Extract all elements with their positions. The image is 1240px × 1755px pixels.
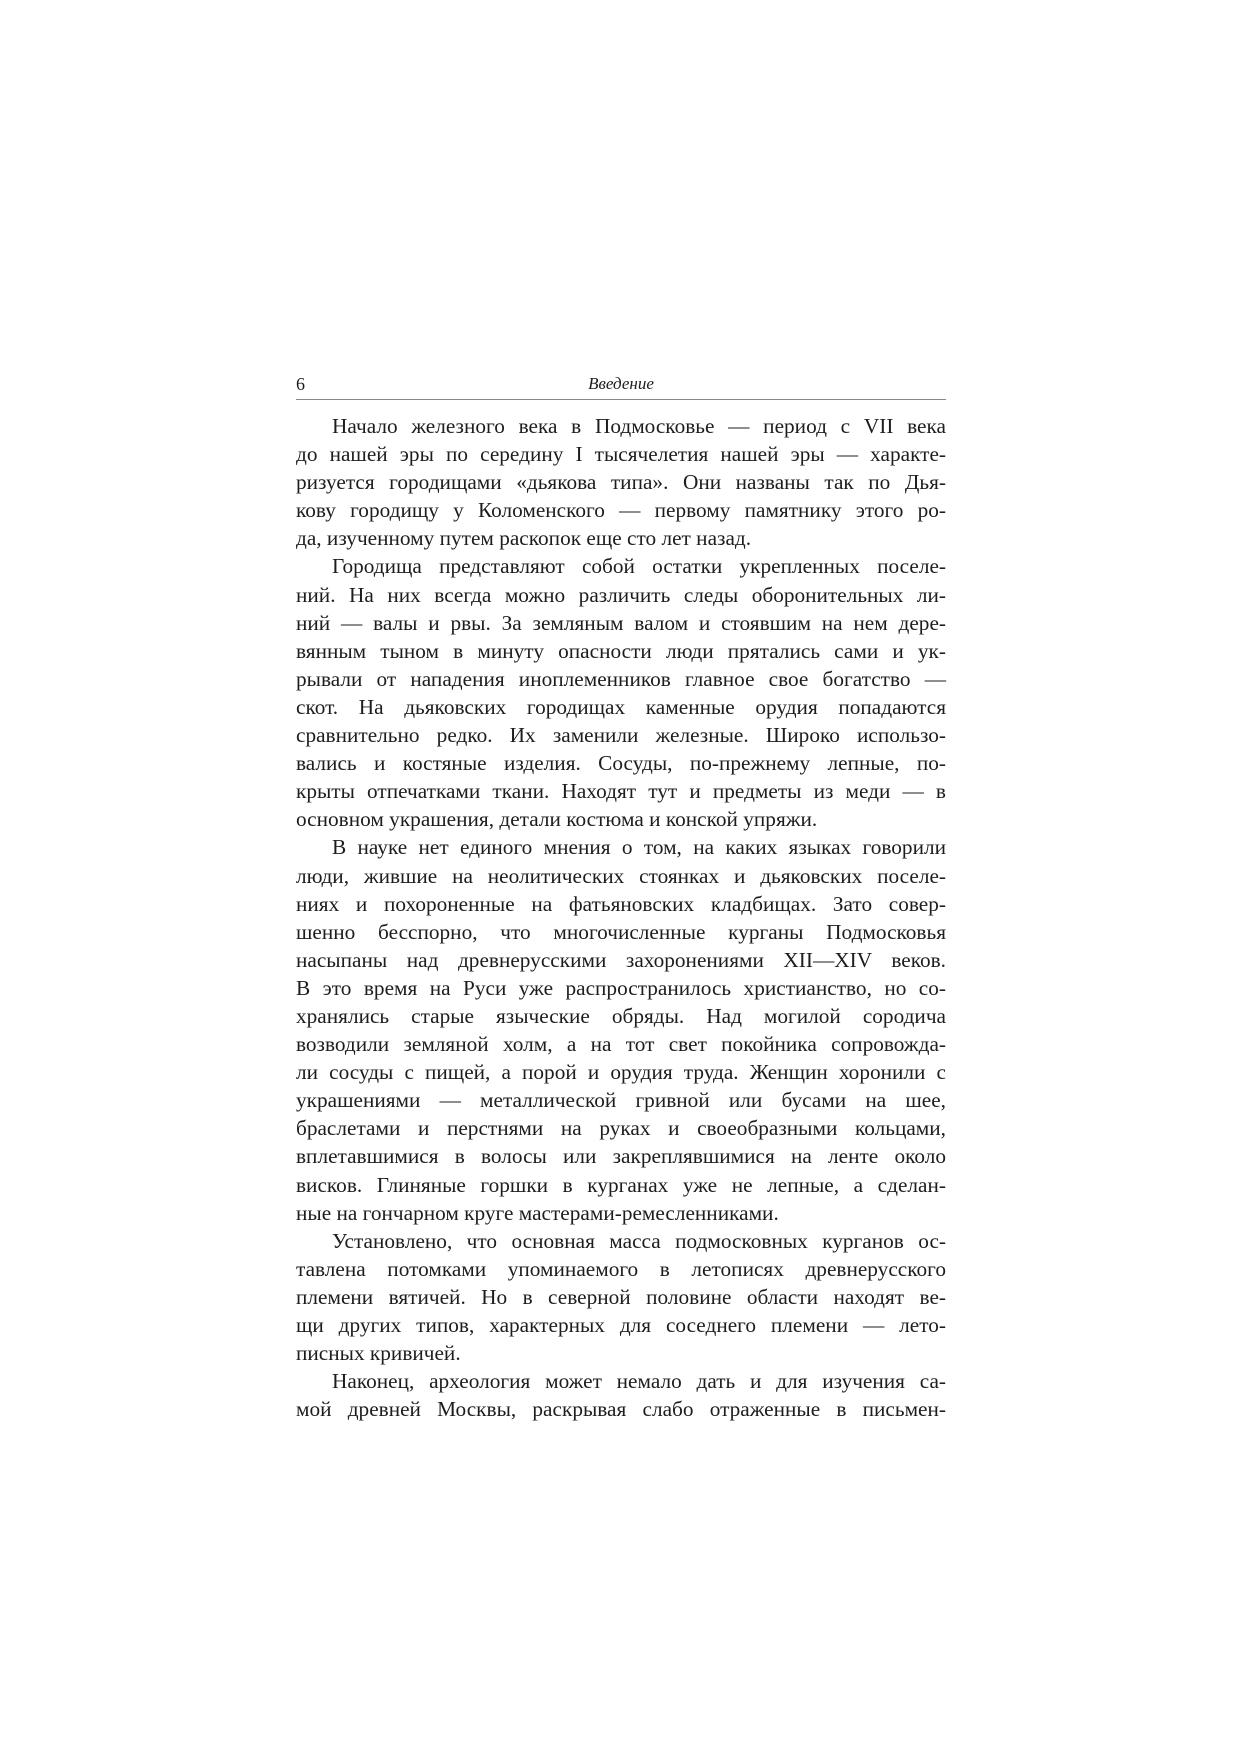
text-line: насыпаны над древнерусскими захоронениями XII—XIV веков. xyxy=(296,947,946,972)
text-line: хранялись старые языческие обряды. Над могилой сородича xyxy=(296,1003,946,1028)
text-line: вались и костяные изделия. Сосуды, по-прежнему лепные, по- xyxy=(296,751,946,776)
text-line: тавлена потомками упоминаемого в летописях древнерусского xyxy=(296,1256,946,1281)
text-line: Городища представляют собой остатки укрепленных поселе- xyxy=(332,554,946,579)
text-line: возводили земляной холм, а на тот свет покойника сопровожда- xyxy=(296,1032,946,1057)
text-line: мой древней Москвы, раскрывая слабо отраженные в письмен- xyxy=(296,1397,946,1422)
text-line: писных кривичей. xyxy=(296,1341,461,1366)
text-line: рывали от нападения иноплеменников главное свое богатство — xyxy=(296,666,946,691)
text-line: шенно бесспорно, что многочисленные курганы Подмосковья xyxy=(296,919,946,944)
text-line: ли сосуды с пищей, а порой и орудия труда. Женщин хоронили с xyxy=(296,1060,946,1085)
text-line: браслетами и перстнями на руках и своеобразными кольцами, xyxy=(296,1116,946,1141)
text-line: вплетавшимися в волосы или закреплявшимися на ленте около xyxy=(296,1144,946,1169)
header-rule xyxy=(296,399,946,400)
text-line: висков. Глиняные горшки в курганах уже не лепные, а сделан- xyxy=(296,1172,946,1197)
running-title: Введение xyxy=(588,374,654,393)
paragraph-1 xyxy=(296,412,946,552)
text-line: украшениями — металлической гривной или бусами на шее, xyxy=(296,1088,946,1113)
text-line: кову городищу у Коломенского — первому памятнику этого ро- xyxy=(296,498,946,523)
text-line: люди, жившие на неолитических стоянках и дьяковских поселе- xyxy=(296,863,946,888)
text-line: ний. На них всегда можно различить следы оборонительных ли- xyxy=(296,582,946,607)
text-line: ные на гончарном круге мастерами-ремесленниками. xyxy=(296,1200,779,1225)
text-line: скот. На дьяковских городищах каменные орудия попадаются xyxy=(296,694,946,719)
text-line: Наконец, археология может немало дать и для изучения са- xyxy=(332,1369,946,1394)
text-line: племени вятичей. Но в северной половине области находят ве- xyxy=(296,1284,946,1309)
text-line: сравнительно редко. Их заменили железные. Широко использо- xyxy=(296,723,946,748)
paragraph-2 xyxy=(296,552,946,833)
paragraph-3 xyxy=(296,833,946,1226)
text-line: да, изученному путем раскопок еще сто лет назад. xyxy=(296,526,752,551)
text-line: щи других типов, характерных для соседнего племени — лето- xyxy=(296,1313,946,1337)
page-number: 6 xyxy=(296,374,305,394)
paragraph-4 xyxy=(296,1227,946,1367)
text-line: ризуется городищами «дьякова типа». Они названы так по Дья- xyxy=(296,470,946,495)
text-line: основном украшения, детали костюма и конской упряжи. xyxy=(296,807,818,832)
text-line: ниях и похороненные на фатьяновских кладбищах. Зато совер- xyxy=(296,891,946,916)
text-line: В науке нет единого мнения о том, на каких языках говорили xyxy=(332,835,946,860)
text-line: до нашей эры по середину I тысячелетия нашей эры — характе- xyxy=(296,442,946,467)
text-line: Начало железного века в Подмосковье — период с VII века xyxy=(332,414,946,438)
text-line: вянным тыном в минуту опасности люди прятались сами и ук- xyxy=(296,638,946,663)
text-line: крыты отпечатками ткани. Находят тут и предметы из меди — в xyxy=(296,779,946,804)
body-text xyxy=(296,412,946,1423)
paragraph-5 xyxy=(296,1367,946,1423)
page-header xyxy=(296,370,946,400)
text-line: В это время на Руси уже распространилось христианство, но со- xyxy=(296,975,946,1000)
text-line: Установлено, что основная масса подмосковных курганов ос- xyxy=(332,1228,946,1253)
text-line: ний — валы и рвы. За земляным валом и стоявшим на нем дере- xyxy=(296,610,946,635)
